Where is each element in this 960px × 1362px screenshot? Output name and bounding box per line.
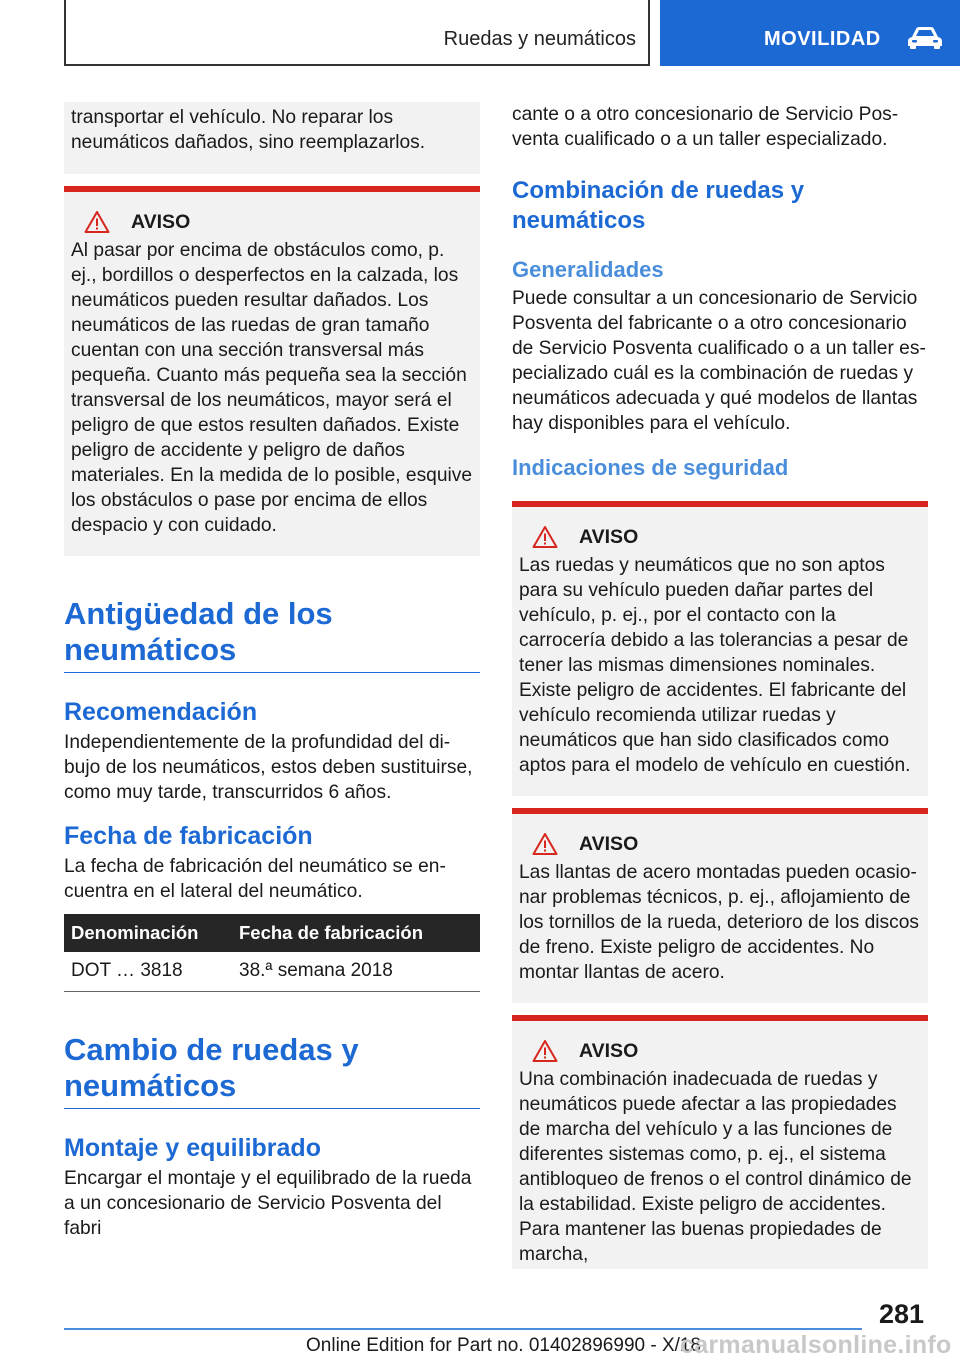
chapter-tab-label: MOVILIDAD	[764, 28, 881, 50]
warning-triangle-icon	[532, 832, 558, 856]
edition-text: Online Edition for Part no. 01402896990 - X/18	[306, 1335, 702, 1356]
warning-title: AVISO	[579, 525, 639, 548]
warning-text: Una combinación inadecuada de ruedas y neumáticos puede afectar a las propiedades de marcha del vehículo y a las funciones de diferentes sistemas como, p. ej., el sistema antibloqueo de frenos o el control dinámico de la estabilidad. Existe peligro de accidentes. Para mantener las buenas propiedades de marcha,	[519, 1069, 912, 1265]
heading-tire-age: Antigüedad de los neumáticos	[64, 596, 480, 673]
warning-box	[512, 808, 928, 1003]
heading-general: Generalidades	[512, 257, 664, 282]
heading-recommendation: Recomendación	[64, 698, 258, 726]
warning-box	[64, 186, 480, 556]
manufacture-date-text: La fecha de fabricación del neumático se encuentra en el lateral del neumático.	[64, 856, 446, 902]
recommendation-text: Independientemente de la profundidad del dibujo de los neumáticos, estos deben sustituirse, como muy tarde, transcurridos 6 años.	[64, 732, 473, 803]
warning-triangle-icon	[532, 525, 558, 549]
watermark: carmanualsonline.info	[680, 1331, 952, 1359]
continued-text: cante o a otro concesionario de Servicio Posventa cualificado o a un taller especializado.	[512, 104, 899, 150]
table-header: Denominación	[64, 914, 232, 952]
table-cell: DOT … 3818	[64, 952, 232, 991]
warning-title: AVISO	[579, 1039, 639, 1062]
table-cell: 38.ª semana 2018	[232, 952, 480, 991]
warning-box	[512, 501, 928, 796]
footer-rule	[64, 1328, 862, 1330]
warning-triangle-icon	[532, 1039, 558, 1063]
heading-combination: Combinación de ruedas y neumáticos	[512, 177, 805, 234]
car-icon	[906, 26, 944, 50]
header-rule-right	[648, 0, 650, 66]
general-text: Puede consultar a un concesionario de Servicio Posventa del fabricante o a otro concesionario de Servicio Posventa cualificado o a un taller especializado cuál es la combinación de ruedas y neumáticos adecuada y qué modelos de llantas hay disponibles para el vehículo.	[512, 288, 926, 434]
warning-title: AVISO	[579, 832, 639, 855]
continued-note-box	[64, 102, 480, 174]
dot-table	[64, 914, 480, 992]
heading-wheel-change: Cambio de ruedas y neumáticos	[64, 1032, 480, 1109]
warning-text: Las ruedas y neumáticos que no son aptos para su vehículo pueden dañar partes del vehículo, p. ej., por el contacto con la carrocería debido a las tolerancias a pesar de tener las mismas dimensiones nominales. Existe peligro de accidentes. El fabricante del vehículo recomienda utilizar ruedas y neumáticos que han sido clasificados como aptos para el modelo de vehículo en cuestión.	[519, 555, 911, 776]
heading-safety: Indicaciones de seguridad	[512, 455, 789, 480]
left-column	[64, 102, 480, 1241]
section-title: Ruedas y neumáticos	[443, 28, 636, 50]
warning-text: Las llantas de acero montadas pueden ocasionar problemas técnicos, p. ej., aflojamiento de los tornillos de la rueda, deterioro de los discos de freno. Existe peligro de accidentes. No montar llantas de acero.	[519, 862, 919, 983]
header-rule-left	[64, 0, 66, 66]
warning-box	[512, 1015, 928, 1269]
mounting-text: Encargar el montaje y el equilibrado de la rueda a un concesionario de Servicio Posventa del fabri	[64, 1167, 472, 1239]
table-header: Fecha de fabricación	[232, 914, 480, 952]
header-rule-bottom	[64, 64, 650, 66]
page-number: 281	[878, 1299, 924, 1329]
heading-manufacture-date: Fecha de fabricación	[64, 822, 313, 850]
continued-note-text: transportar el vehículo. No reparar los neumáticos dañados, sino reemplazarlos.	[71, 107, 426, 153]
warning-triangle-icon	[84, 210, 110, 234]
chapter-tab[interactable]	[660, 0, 960, 66]
warning-title: AVISO	[131, 210, 191, 233]
warning-text: Al pasar por encima de obstáculos como, p. ej., bordillos o desperfectos en la calzada, los neumáticos pueden resultar dañados. Los neumáticos de las ruedas de gran tamaño cuentan con una sección transversal más pequeña. Cuanto más pequeña sea la sección transversal de los neumáticos, mayor será el peligro de que estos resulten dañados. Existe peligro de accidente y peligro de daños materiales. En la medida de lo posible, esquive los obstáculos o pase por encima de ellos despacio y con cuidado.	[71, 240, 473, 536]
table-row	[64, 952, 480, 991]
right-column	[512, 102, 928, 1269]
heading-mounting: Montaje y equilibrado	[64, 1133, 321, 1162]
